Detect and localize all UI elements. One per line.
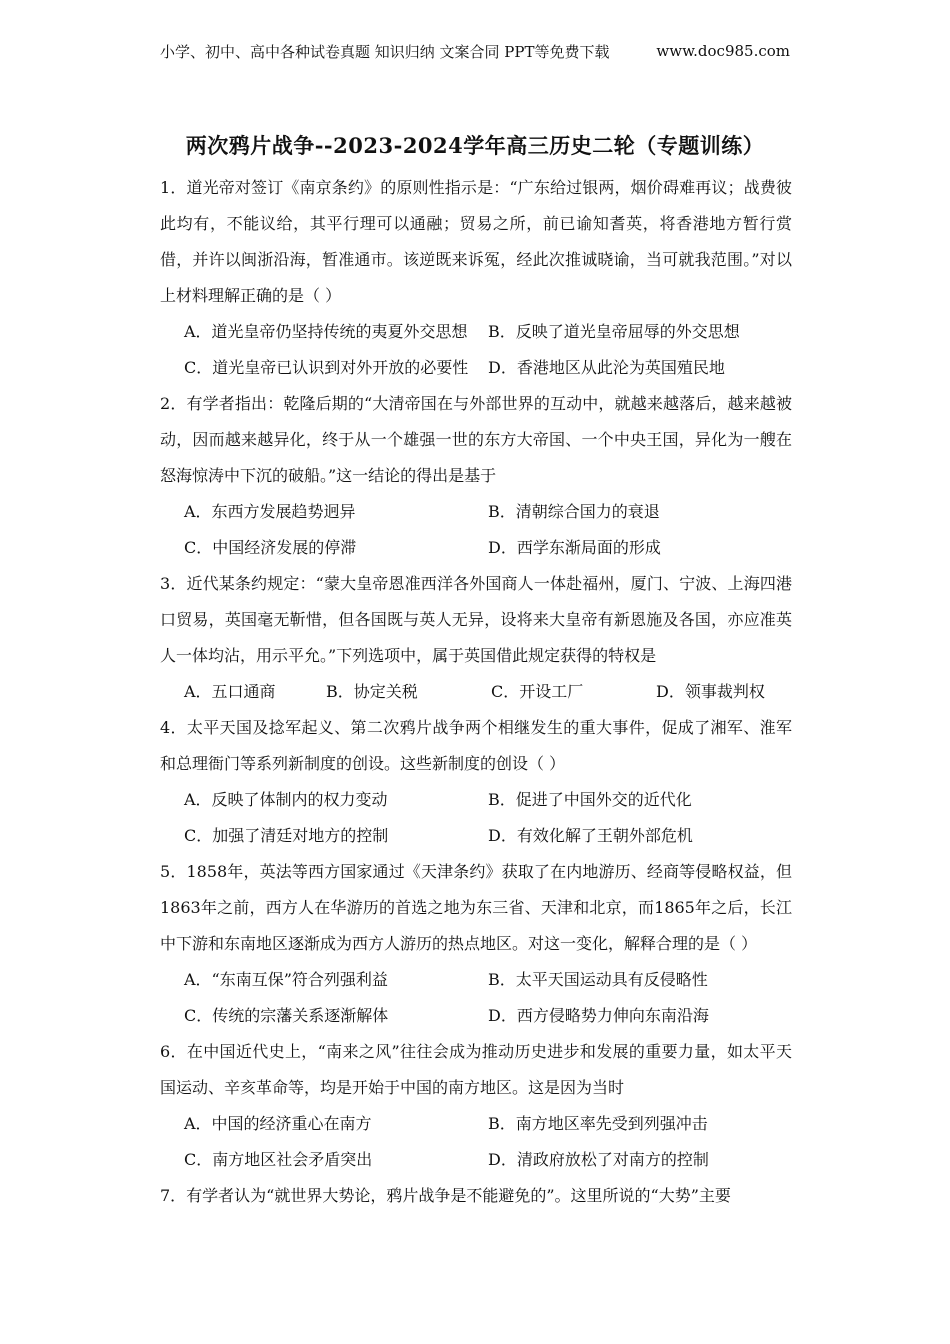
option-list — [160, 1106, 792, 1178]
option-b: B．太平天国运动具有反侵略性 — [488, 970, 708, 989]
header-site-url: www.doc985.com — [656, 42, 790, 60]
option-a: A．道光皇帝仍坚持传统的夷夏外交思想 — [184, 322, 468, 341]
option-c: C．中国经济发展的停滞 — [184, 538, 357, 557]
option-list — [160, 674, 792, 710]
question-1 — [160, 170, 792, 386]
option-d: D．领事裁判权 — [656, 682, 765, 701]
option-b: B．协定关税 — [326, 682, 418, 701]
option-a: A．中国的经济重心在南方 — [184, 1114, 372, 1133]
header-site-text: 小学、初中、高中各种试卷真题 知识归纳 文案合同 PPT等免费下载 — [160, 42, 610, 61]
option-a: A．“东南互保”符合列强利益 — [184, 970, 388, 989]
option-d: D．西学东渐局面的形成 — [488, 538, 661, 557]
question-stem: 2．有学者指出：乾隆后期的“大清帝国在与外部世界的互动中，就越来越落后，越来越被动，因而越来越异化，终于从一个雄强一世的东方大帝国、一个中央王国，异化为一艘在怒海惊涛中下沉的破船。”这一结论的得出是基于 — [160, 394, 792, 485]
question-2 — [160, 386, 792, 566]
page-header — [160, 38, 790, 64]
question-5 — [160, 854, 792, 1034]
question-4 — [160, 710, 792, 854]
option-c: C．开设工厂 — [491, 682, 584, 701]
question-3 — [160, 566, 792, 710]
option-c: C．传统的宗藩关系逐渐解体 — [184, 1006, 389, 1025]
option-d: D．有效化解了王朝外部危机 — [488, 826, 693, 845]
question-stem: 1．道光帝对签订《南京条约》的原则性指示是：“广东给过银两，烟价碍难再议；战费彼此均有，不能议给，其平行理可以通融；贸易之所，前已谕知耆英，将香港地方暂行赏借，并许以闽浙沿海，暂准通市。该逆既来诉冤，经此次推诚晓谕，当可就我范围。”对以上材料理解正确的是（ ） — [160, 178, 792, 305]
option-c: C．加强了清廷对地方的控制 — [184, 826, 389, 845]
document-title: 两次鸦片战争--2023-2024学年高三历史二轮（专题训练） — [185, 133, 765, 158]
option-c: C．南方地区社会矛盾突出 — [184, 1150, 373, 1169]
option-d: D．西方侵略势力伸向东南沿海 — [488, 1006, 709, 1025]
question-6 — [160, 1034, 792, 1178]
option-d: D．清政府放松了对南方的控制 — [488, 1150, 709, 1169]
option-a: A．五口通商 — [184, 682, 276, 701]
option-b: B．南方地区率先受到列强冲击 — [488, 1114, 708, 1133]
option-list — [160, 962, 792, 1034]
question-7 — [160, 1178, 792, 1214]
option-b: B．反映了道光皇帝屈辱的外交思想 — [488, 322, 740, 341]
question-stem: 5．1858年，英法等西方国家通过《天津条约》获取了在内地游历、经商等侵略权益，但1863年之前，西方人在华游历的首选之地为东三省、天津和北京，而1865年之后，长江中下游和东南地区逐渐成为西方人游历的热点地区。对这一变化，解释合理的是（ ） — [160, 862, 792, 953]
question-stem: 3．近代某条约规定：“蒙大皇帝恩准西洋各外国商人一体赴福州，厦门、宁波、上海四港口贸易，英国毫无靳惜，但各国既与英人无异，设将来大皇帝有新恩施及各国，亦应准英人一体均沾，用示平允。”下列选项中，属于英国借此规定获得的特权是 — [160, 574, 792, 665]
option-c: C．道光皇帝已认识到对外开放的必要性 — [184, 358, 469, 377]
question-stem: 6．在中国近代史上，“南来之风”往往会成为推动历史进步和发展的重要力量，如太平天国运动、辛亥革命等，均是开始于中国的南方地区。这是因为当时 — [160, 1042, 792, 1097]
question-stem: 7．有学者认为“就世界大势论，鸦片战争是不能避免的”。这里所说的“大势”主要 — [160, 1186, 731, 1205]
question-stem: 4．太平天国及捻军起义、第二次鸦片战争两个相继发生的重大事件，促成了湘军、淮军和总理衙门等系列新制度的创设。这些新制度的创设（ ） — [160, 718, 792, 773]
option-list — [160, 494, 792, 566]
option-a: A．东西方发展趋势迥异 — [184, 502, 356, 521]
option-list — [160, 782, 792, 854]
question-list — [160, 170, 792, 1214]
option-b: B．清朝综合国力的衰退 — [488, 502, 660, 521]
option-d: D．香港地区从此沦为英国殖民地 — [488, 358, 725, 377]
option-a: A．反映了体制内的权力变动 — [184, 790, 388, 809]
option-b: B．促进了中国外交的近代化 — [488, 790, 692, 809]
option-list — [160, 314, 792, 386]
